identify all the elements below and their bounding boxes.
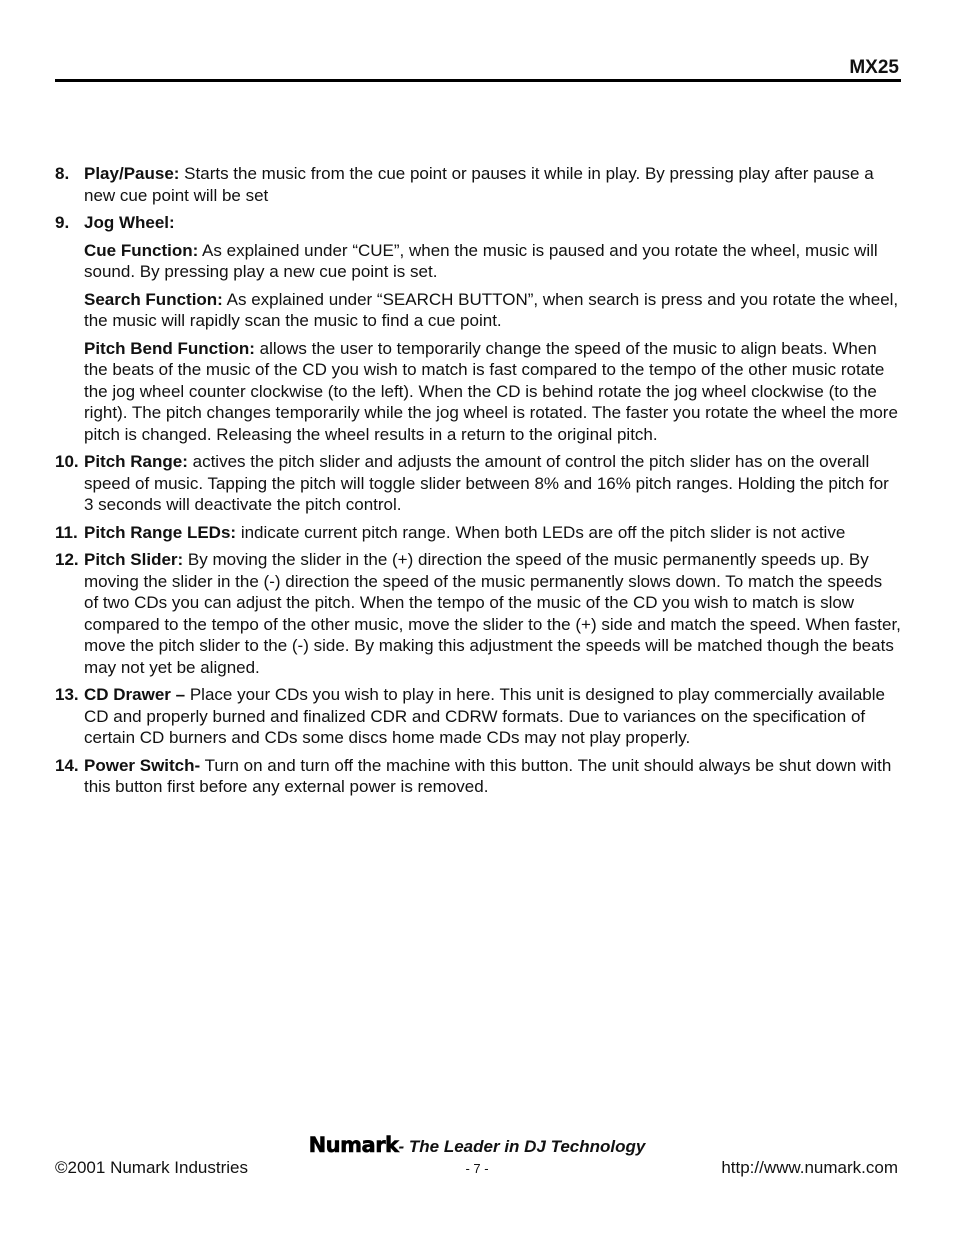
jog-sub-cue-function <box>84 240 901 283</box>
sub-term: Search Function: <box>84 289 223 309</box>
item-number: 13. <box>55 685 79 704</box>
list-item-power-switch <box>55 755 901 798</box>
item-text: indicate current pitch range. When both LEDs are off the pitch slider is not active <box>236 522 846 542</box>
footer-brand-line <box>0 1133 954 1157</box>
jog-sub-search-function <box>84 289 901 332</box>
header-divider <box>55 79 901 82</box>
list-item-pitch-range <box>55 451 901 516</box>
numark-logo: Numark <box>308 1133 399 1157</box>
sub-text: As explained under “CUE”, when the music is paused and you rotate the wheel, music will sound. By pressing play a new cue point is set. <box>84 240 878 281</box>
page-number: - 7 - <box>465 1161 489 1176</box>
item-term: Power Switch- <box>84 755 201 775</box>
sub-text: As explained under “SEARCH BUTTON”, when search is press and you rotate the wheel, the music will rapidly scan the music to find a cue point. <box>84 289 899 330</box>
item-text: By moving the slider in the (+) direction the speed of the music permanently speeds up. By moving the slider in the (-) direction the speed of the music permanently slows down. To match the speeds of two CDs you can adjust the pitch. When the tempo of the music of the CD you wish to match is slow compared to the tempo of the other music, move the slider to the (+) side and match the speed. When faster, move the pitch slider to the (-) side. By making this adjustment the speeds will be matched though the beats may not yet be aligned. <box>84 550 901 677</box>
footer-copyright: ©2001 Numark Industries <box>55 1158 249 1177</box>
item-text: Starts the music from the cue point or pauses it while in play. By pressing play after pause a new cue point will be set <box>84 164 874 205</box>
item-number: 10. <box>55 452 79 471</box>
sub-term: Pitch Bend Function: <box>84 338 255 358</box>
item-text: actives the pitch slider and adjusts the amount of control the pitch slider has on the overall speed of music. Tapping the pitch will toggle slider between 8% and 16% pitch ranges. Holding the pitch for 3 seconds will deactivate the pitch control. <box>84 452 889 514</box>
item-term: Play/Pause: <box>84 164 180 183</box>
list-item-pitch-slider <box>55 549 901 678</box>
list-item-jog-wheel <box>55 212 901 445</box>
sub-term: Cue Function: <box>84 240 199 260</box>
footer-url: http://www.numark.com <box>721 1158 898 1177</box>
item-text: Turn on and turn off the machine with this button. The unit should always be shut down with this button first before any external power is removed. <box>84 755 892 796</box>
item-number: 12. <box>55 550 79 569</box>
item-number: 9. <box>55 213 70 232</box>
feature-list <box>55 163 901 804</box>
jog-sub-pitch-bend-function <box>84 338 901 446</box>
item-text: Place your CDs you wish to play in here. This unit is designed to play commercially available CD and properly burned and finalized CDR and CDRW formats. Due to variances on the specification of certain CD burners and CDs some discs home made CDs may not play properly. <box>84 685 885 747</box>
item-term: Pitch Range LEDs: <box>84 522 237 542</box>
item-number: 8. <box>55 164 70 183</box>
item-term: Pitch Range: <box>84 452 188 471</box>
list-item-play-pause <box>55 163 901 206</box>
manual-model-title: MX25 <box>849 57 899 78</box>
item-number: 14. <box>55 755 79 775</box>
list-item-pitch-range-leds <box>55 522 901 544</box>
item-term: CD Drawer – <box>84 685 186 704</box>
item-number: 11. <box>55 522 78 542</box>
item-term: Pitch Slider: <box>84 550 184 569</box>
sub-text: allows the user to temporarily change the speed of the music to align beats. When the beats of the music of the CD you wish to match is fast compared to the tempo of the other music rotate the jog wheel counter clockwise (to the left). When the CD is behind rotate the jog wheel clockwise (to the right). The pitch changes temporarily while the jog wheel is rotated. The faster you rotate the wheel the more pitch is changed. Releasing the wheel results in a return to the original pitch. <box>84 338 898 444</box>
item-term: Jog Wheel: <box>84 213 175 232</box>
list-item-cd-drawer <box>55 684 901 749</box>
footer-tagline: - The Leader in DJ Technology <box>398 1137 646 1156</box>
